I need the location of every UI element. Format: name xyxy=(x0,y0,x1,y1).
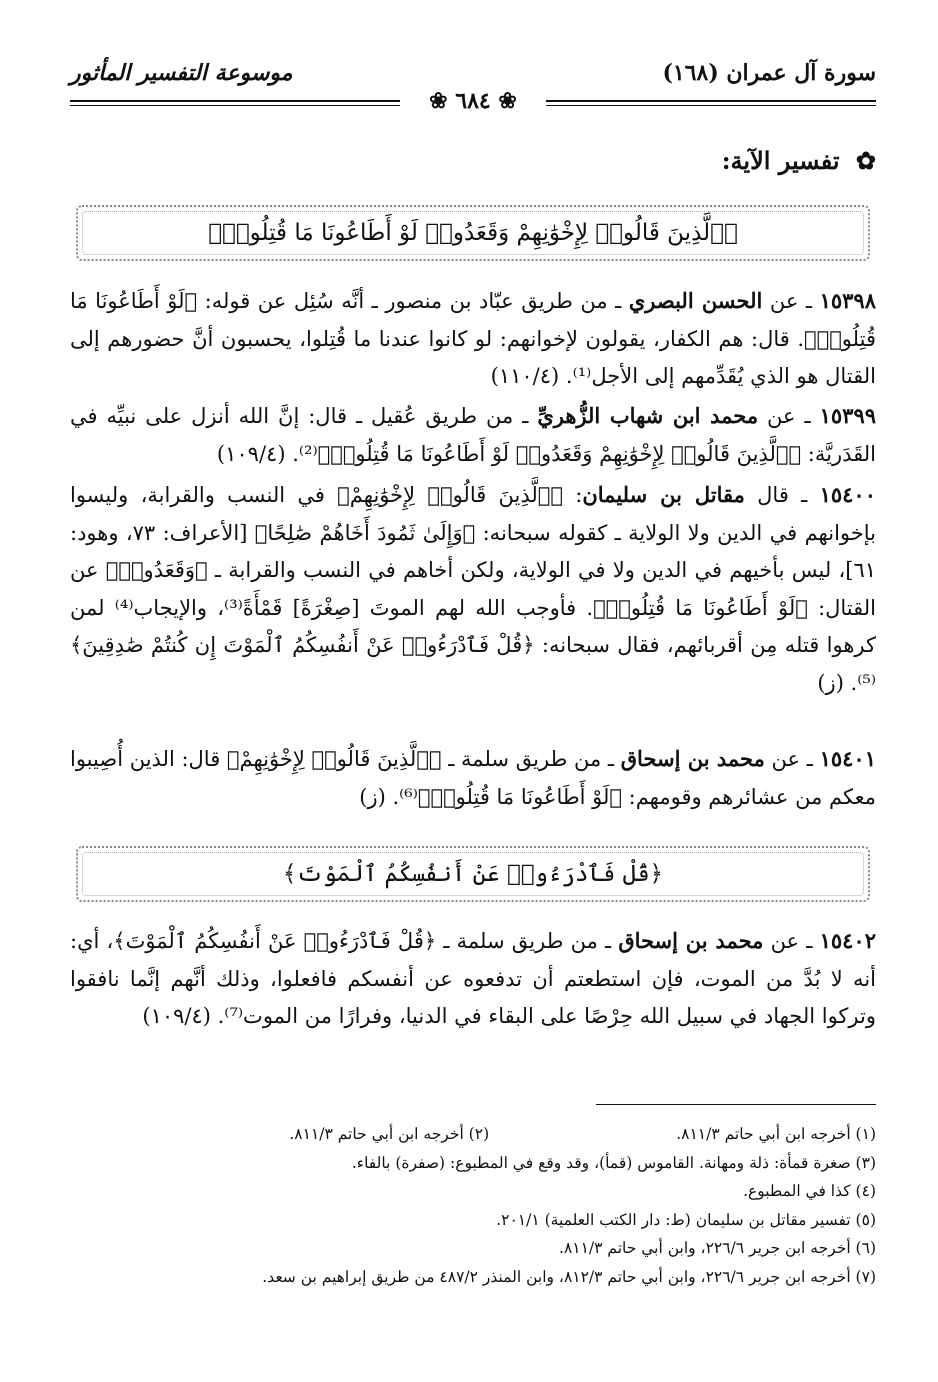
entry-15401 xyxy=(70,740,876,816)
footnote-4: (٤) كذا في المطبوع. xyxy=(743,1182,876,1200)
entry-speaker: الحسن البصري xyxy=(628,288,763,313)
entry-number: ١٥٤٠٠ xyxy=(819,482,876,507)
entry-15399 xyxy=(70,397,876,473)
ornament-icon: ❀ xyxy=(498,88,517,114)
header-rule-right-thin xyxy=(546,105,876,106)
entry-prefix: ـ عن xyxy=(763,929,820,953)
entry-prefix: ـ قال xyxy=(744,483,820,507)
surah-header: سورة آل عمران (١٦٨) xyxy=(662,60,876,86)
entry-15402 xyxy=(70,922,876,1036)
footnote-1: (١) أخرجه ابن أبي حاتم ٨١١/٣. xyxy=(676,1125,876,1143)
entry-prefix: ـ عن xyxy=(758,404,820,428)
entry-prefix: ـ عن xyxy=(762,289,820,313)
footnote-5: (٥) تفسير مقاتل بن سليمان (ط: دار الكتب العلمية) ٢٠١/١. xyxy=(496,1210,876,1229)
section-title-text: تفسير الآية: xyxy=(721,146,840,175)
entry-number: ١٥٤٠١ xyxy=(819,746,876,771)
section-title xyxy=(722,146,876,175)
entry-prefix: ـ عن xyxy=(764,747,820,771)
footnote-7: (٧) أخرجه ابن جرير ٢٢٦/٦، وابن أبي حاتم ٨١٢/٣، وابن المنذر ٤٨٧/٢ من طريق إبراهيم بن سعد. xyxy=(262,1267,876,1286)
running-header xyxy=(70,60,876,114)
entry-text: : ﴿ٱلَّذِينَ قَالُوا۟ لِإِخْوَٰنِهِمْ﴾ في النسب والقرابة، وليسوا بإخوانهم في الدين ولا الولاية ـ كقوله سبحانه: ﴿وَإِلَىٰ ثَمُودَ أَخَاهُمْ صَٰلِحًا﴾ [الأعراف: ٧٣، وهود: ٦١]، ليس بأخيهم في الدين ولا في الولاية، ولكن أخاهم في النسب والقرابة ـ ﴿وَقَعَدُوا۟﴾ عن القتال: ﴿لَوْ أَطَاعُونَا مَا قُتِلُوا۟﴾. فأوجب الله لهم الموتَ [صِغْرَةً] قَمْأَةً⁽³⁾، والإيجاب⁽⁴⁾ لمن كرهوا قتله مِن أقربائهم، فقال سبحانه: ﴿قُلْ فَٱدْرَءُوا۟ عَنْ أَنفُسِكُمُ ٱلْمَوْتَ إِن كُنتُمْ صَٰدِقِينَ﴾⁽⁵⁾. (ز) xyxy=(70,483,876,695)
entry-number: ١٥٤٠٢ xyxy=(819,928,876,953)
verse-text-2: ﴿قُلْ فَٱدْرَءُوا۟ عَنْ أَنفُسِكُمُ ٱلْمَوْتَ﴾ xyxy=(282,861,664,887)
verse-text-1: ﴿ٱلَّذِينَ قَالُوا۟ لِإِخْوَٰنِهِمْ وَقَعَدُوا۟ لَوْ أَطَاعُونَا مَا قُتِلُوا۟﴾ xyxy=(208,220,738,246)
entry-speaker: محمد ابن شهاب الزُّهريِّ xyxy=(537,403,759,428)
entry-number: ١٥٣٩٩ xyxy=(819,403,877,428)
entry-number: ١٥٣٩٨ xyxy=(819,288,876,313)
entry-speaker: مقاتل بن سليمان xyxy=(582,482,745,507)
verse-box-2 xyxy=(76,846,870,902)
header-rule-left-thin xyxy=(70,105,400,106)
header-rule-right xyxy=(546,100,876,102)
entry-text: ـ من طريق عبّاد بن منصور ـ أنَّه سُئِل عن قوله: ﴿لَوْ أَطَاعُونَا مَا قُتِلُوا۟﴾. قال: هم الكفار، يقولون لإخوانهم: لو كانوا عندنا ما قُتِلوا، يحسبون أنَّ حضورهم إلى القتال هو الذي يُقَدِّمهم إلى الأجل⁽¹⁾. (١١٠/٤) xyxy=(70,289,876,388)
ornament-icon: ❀ xyxy=(429,88,448,114)
flower-icon: ✿ xyxy=(855,146,876,175)
entry-15400 xyxy=(70,476,876,702)
footnote-row xyxy=(70,1120,876,1149)
verse-box-1 xyxy=(76,205,870,261)
entry-speaker: محمد بن إسحاق xyxy=(620,746,765,771)
header-rule-left xyxy=(70,100,400,102)
page-number-block xyxy=(410,88,536,114)
entry-speaker: محمد بن إسحاق xyxy=(618,928,764,953)
entry-15398 xyxy=(70,282,876,396)
footnote-2: (٢) أخرجه ابن أبي حاتم ٨١١/٣. xyxy=(289,1125,490,1143)
entry-text: ـ من طريق سلمة ـ ﴿ٱلَّذِينَ قَالُوا۟ لِإِخْوَٰنِهِمْ﴾ قال: الذين أُصِيبوا معكم من عشائرهم وقومهم: ﴿لَوْ أَطَاعُونَا مَا قُتِلُوا۟﴾⁽⁶⁾. (ز) xyxy=(70,747,876,809)
book-title: موسوعة التفسير المأثور xyxy=(70,60,293,86)
footnote-3: (٣) صغرة قمأة: ذلة ومهانة. القاموس (قمأ)، وقد وقع في المطبوع: (صفرة) بالفاء. xyxy=(351,1153,876,1172)
entry-text: ـ من طريق سلمة ـ ﴿قُلْ فَٱدْرَءُوا۟ عَنْ أَنفُسِكُمُ ٱلْمَوْتَ﴾، أي: أنه لا بُدَّ من الموت، فإن استطعتم أن تدفعوه عن أنفسكم فافعلوا، وذلك أنَّهم إنَّما نافقوا وتركوا الجهاد في سبيل الله حِرْصًا على البقاء في الدنيا، وفرارًا من الموت⁽⁷⁾. (١٠٩/٤) xyxy=(70,929,876,1028)
footnote-6: (٦) أخرجه ابن جرير ٢٢٦/٦، وابن أبي حاتم ٨١١/٣. xyxy=(559,1239,876,1257)
entry-text: ـ من طريق عُقيل ـ قال: إنَّ الله أنزل على نبيِّه في القَدَريَّة: ﴿ٱلَّذِينَ قَالُوا۟ لِإِخْوَٰنِهِمْ وَقَعَدُوا۟ لَوْ أَطَاعُونَا مَا قُتِلُوا۟﴾⁽²⁾. (١٠٩/٤) xyxy=(70,404,876,466)
page xyxy=(70,0,876,1382)
footnotes xyxy=(70,1120,876,1291)
page-number: ٦٨٤ xyxy=(455,88,491,114)
footnote-rule xyxy=(596,1104,876,1105)
